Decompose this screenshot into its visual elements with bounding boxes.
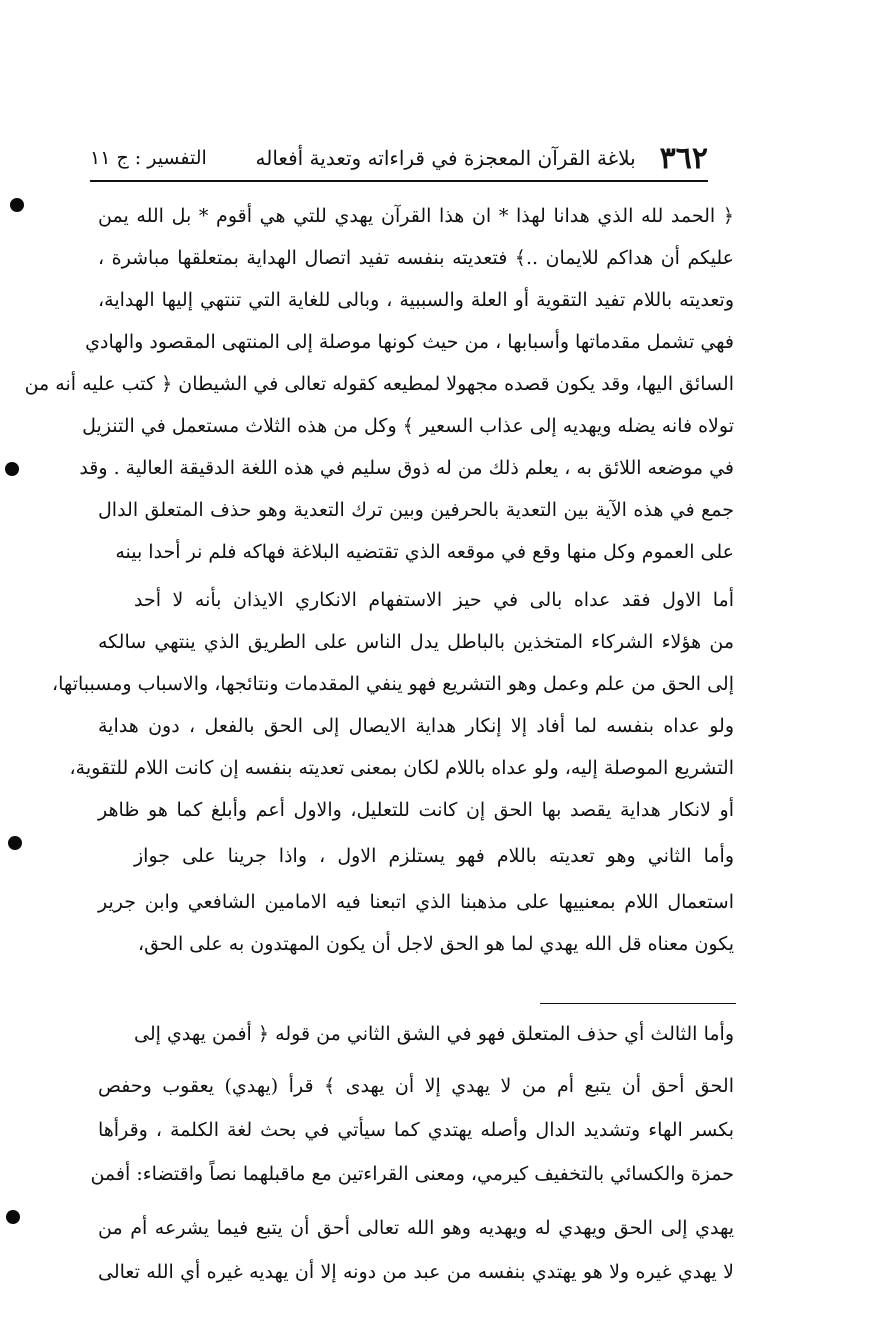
text-line: ﴿ الحمد لله الذي هدانا لهذا * ان هذا القرآن يهدي للتي هي أقوم * بل الله يمن [98,205,734,227]
paragraph-start-line: وأما الثاني وهو تعديته باللام فهو يستلزم الاول ، واذا جرينا على جواز [134,845,734,867]
separator-rule [540,1003,736,1004]
text-line: إلى الحق من علم وعمل وهو التشريع فهو ينفي المقدمات ونتائجها، والاسباب ومسبباتها، [52,673,734,695]
text-line: من هؤلاء الشركاء المتخذين بالباطل يدل الناس على الطريق الذي ينتهي سالكه [98,631,734,653]
text-line: عليكم أن هداكم للايمان ..﴾ فتعديته بنفسه تفيد اتصال الهداية بمتعلقها مباشرة ، [98,247,734,269]
text-line: أو لانكار هداية يقصد بها الحق إن كانت للتعليل، والاول أعم وأبلغ كما هو ظاهر [98,799,734,821]
scan-blot-icon [6,1210,20,1224]
text-line: استعمال اللام بمعنييها على مذهبنا الذي اتبعنا فيه الامامين الشافعي وابن جرير [98,891,734,913]
text-line: فهي تشمل مقدماتها وأسبابها ، من حيث كونها موصلة إلى المنتهى المقصود والهادي [85,331,734,353]
scan-blot-icon [10,198,24,212]
header-rule [90,180,708,182]
text-line: بكسر الهاء وتشديد الدال وأصله يهتدي كما سيأتي في بحث لغة الكلمة ، وقرأها [98,1119,734,1141]
text-line: السائق اليها، وقد يكون قصده مجهولا لمطيعه كقوله تعالى في الشيطان ﴿ كتب عليه أنه من [24,373,734,395]
paragraph-start-line: أما الاول فقد عداه بالى في حيز الاستفهام الانكاري الايذان بأنه لا أحد [134,589,734,611]
text-line: تولاه فانه يضله ويهديه إلى عذاب السعير ﴾ وكل من هذه الثلاث مستعمل في التنزيل [82,415,734,437]
text-line: ولو عداه بنفسه لما أفاد إلا إنكار هداية الايصال إلى الحق بالفعل ، دون هداية [98,715,734,737]
text-line: يهدي إلى الحق ويهدي له ويهديه وهو الله تعالى أحق أن يتبع فيما يشرعه أم من [98,1217,734,1239]
scan-blot-icon [5,462,19,476]
scan-blot-icon [8,836,22,850]
text-line: في موضعه اللائق به ، يعلم ذلك من له ذوق سليم في هذه اللغة الدقيقة العالية . وقد [79,457,734,479]
text-line: يكون معناه قل الله يهدي لما هو الحق لاجل أن يكون المهتدون به على الحق، [137,933,734,955]
running-header [90,138,708,178]
text-line: لا يهدي غيره ولا هو يهتدي بنفسه من عبد من دونه إلا أن يهديه غيره أي الله تعالى [98,1261,734,1283]
text-line: على العموم وكل منها وقع في موقعه الذي تقتضيه البلاغة فهاكه فلم نر أحدا بينه [115,541,734,563]
text-line: وتعديته باللام تفيد التقوية أو العلة والسببية ، وبالى للغاية التي تنتهي إليها الهداية، [98,289,734,311]
text-line: جمع في هذه الآية بين التعدية بالحرفين وبين ترك التعدية وهو حذف المتعلق الدال [98,499,734,521]
volume-reference: التفسير : ج ١١ [90,147,207,169]
running-title: بلاغة القرآن المعجزة في قراءاته وتعدية أفعاله [255,146,636,170]
text-line: حمزة والكسائي بالتخفيف كيرمي، ومعنى القراءتين مع ماقبلهما نصاً واقتضاء: أفمن [90,1163,734,1185]
text-line: التشريع الموصلة إليه، ولو عداه باللام لكان بمعنى تعديته بنفسه إن كانت اللام للتقوية، [69,757,734,779]
text-line: الحق أحق أن يتبع أم من لا يهدي إلا أن يهدى ﴾ قرأ (يهدي) يعقوب وحفص [98,1075,734,1097]
page-number: ٣٦٢ [659,140,708,176]
paragraph-start-line: وأما الثالث أي حذف المتعلق فهو في الشق الثاني من قوله ﴿ أفمن يهدي إلى [134,1023,734,1045]
